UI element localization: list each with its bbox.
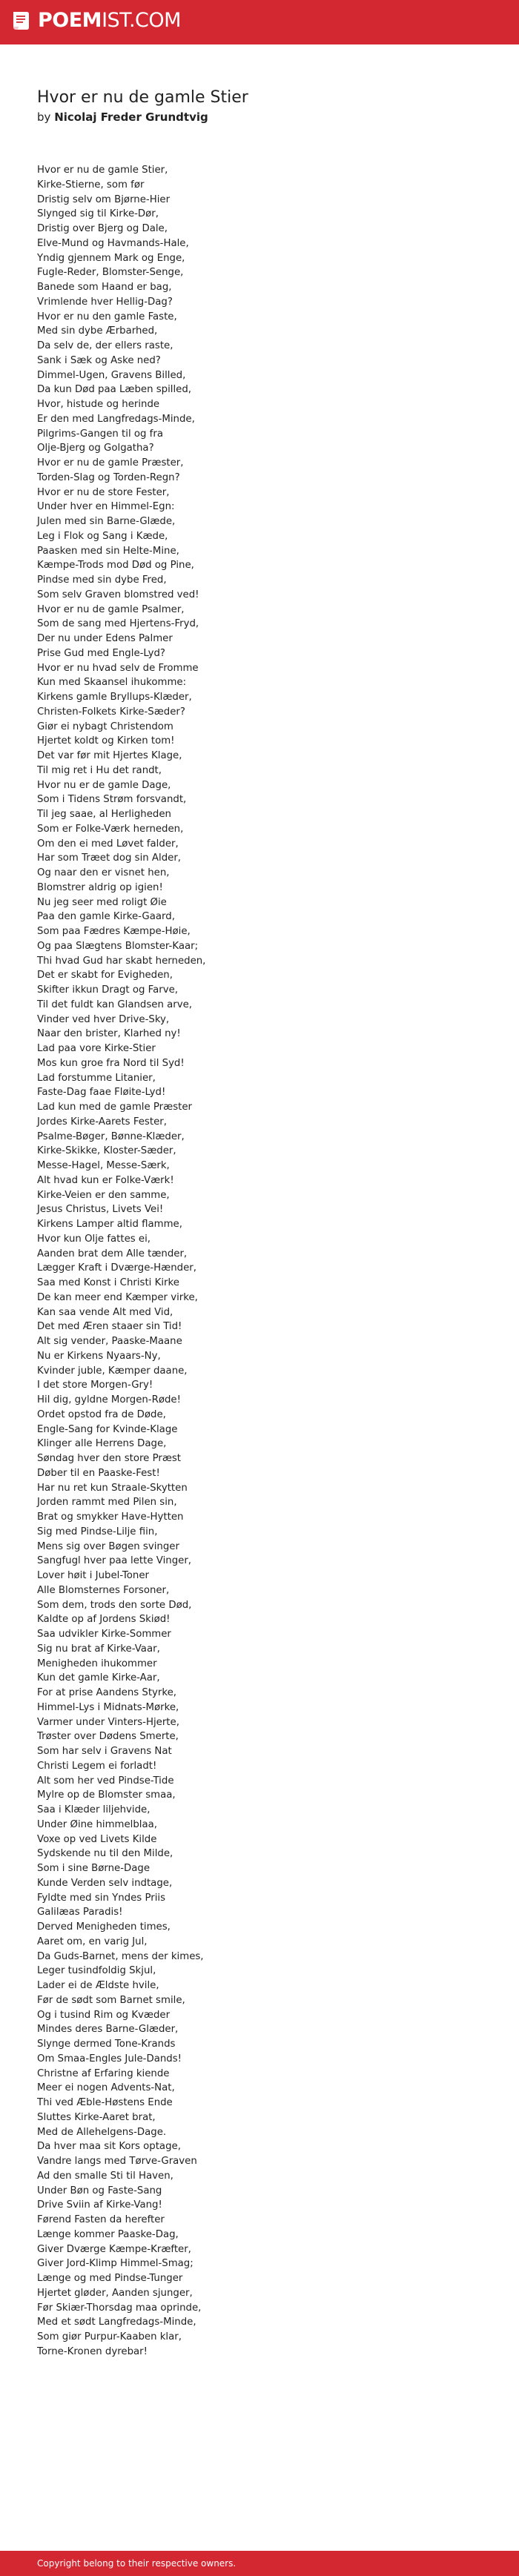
poem-line: Ad den smalle Sti til Haven, bbox=[37, 2170, 173, 2182]
poem-line: Lad forstumme Litanier, bbox=[37, 1072, 156, 1084]
poem-line: Kæmpe-Trods mod Død og Pine, bbox=[37, 560, 194, 572]
logo-bold-text: POEM bbox=[38, 9, 102, 32]
poem-line: Aaret om, en varig Jul, bbox=[37, 1936, 148, 1947]
poem-line: Slynge dermed Tone-Krands bbox=[37, 2039, 176, 2050]
poem-line: Nu jeg seer med roligt Øie bbox=[37, 896, 167, 908]
poem-line: Lad paa vore Kirke-Stier bbox=[37, 1043, 156, 1054]
poem-line: Hjertet gløder, Aanden sjunger, bbox=[37, 2287, 193, 2299]
poem-line: Sig med Pindse-Lilje fiin, bbox=[37, 1526, 158, 1537]
poem-line: Kun med Skaansel ihukomme: bbox=[37, 677, 187, 689]
poem-line: Banede som Haand er bag, bbox=[37, 282, 172, 293]
poem-line: Kirke-Skikke, Kloster-Sæder, bbox=[37, 1145, 176, 1157]
poem-line: Sydskende nu til den Milde, bbox=[37, 1848, 173, 1860]
poem-line: Jorden rammt med Pilen sin, bbox=[37, 1497, 177, 1509]
poem-line: Skifter ikkun Dragt og Farve, bbox=[37, 984, 178, 996]
poem-line: Er den med Langfredags-Minde, bbox=[37, 413, 195, 425]
poem-line: Sig nu brat af Kirke-Vaar, bbox=[37, 1643, 160, 1655]
poem-line: Ordet opstod fra de Døde, bbox=[37, 1408, 166, 1420]
poem-line: Pilgrims-Gangen til og fra bbox=[37, 428, 163, 440]
poem-line: Som giør Purpur-Kaaben klar, bbox=[37, 2331, 182, 2342]
poem-line: Før Skiær-Thorsdag maa oprinde, bbox=[37, 2302, 202, 2314]
poem-line: Slynged sig til Kirke-Dør, bbox=[37, 208, 159, 220]
poem-line: Alt sig vender, Paaske-Maane bbox=[37, 1336, 182, 1347]
poem-line: Giør ei nybagt Christendom bbox=[37, 721, 173, 732]
poem-line: Da Guds-Barnet, mens der kimes, bbox=[37, 1950, 204, 1962]
poem-line: Naar den brister, Klarhed ny! bbox=[37, 1028, 181, 1040]
poem-line: Har som Træet dog sin Alder, bbox=[37, 852, 182, 864]
poem-line: For at prise Aandens Styrke, bbox=[37, 1687, 177, 1698]
poem-line: Hvor er nu de gamle Stier, bbox=[37, 165, 168, 176]
poem-line: Elve-Mund og Havmands-Hale, bbox=[37, 237, 189, 249]
site-logo[interactable] bbox=[9, 9, 181, 33]
poem-line: Kirke-Stierne, som før bbox=[37, 179, 145, 191]
copyright-notice: Copyright belong to their respective owners. bbox=[37, 2558, 237, 2569]
poem-line: Lad kun med de gamle Præster bbox=[37, 1102, 192, 1113]
poem-line: Hjertet koldt og Kirken tom! bbox=[37, 735, 175, 747]
poem-line: Sluttes Kirke-Aaret brat, bbox=[37, 2111, 156, 2123]
poem-title: Hvor er nu de gamle Stier bbox=[37, 88, 248, 107]
poem-line: Aanden brat dem Alle tænder, bbox=[37, 1248, 188, 1259]
poem-line: Hil dig, gyldne Morgen-Røde! bbox=[37, 1394, 181, 1405]
poem-line: Lover høit i Jubel-Toner bbox=[37, 1570, 149, 1581]
poem-line: Torne-Kronen dyrebar! bbox=[37, 2345, 148, 2357]
poem-line: Jordes Kirke-Aarets Fester, bbox=[37, 1116, 167, 1128]
poem-line: Hvor er nu de store Fester, bbox=[37, 486, 170, 498]
poem-line: Vrimlende hver Hellig-Dag? bbox=[37, 296, 173, 308]
poem-line: Som i sine Børne-Dage bbox=[37, 1863, 151, 1874]
by-label: by bbox=[37, 110, 51, 124]
site-footer bbox=[0, 2551, 519, 2576]
poem-line: Brat og smykker Have-Hytten bbox=[37, 1512, 184, 1523]
poem-line: Christi Legem ei forladt! bbox=[37, 1760, 157, 1772]
poem-line: Længe kommer Paaske-Dag, bbox=[37, 2228, 179, 2240]
poem-line: Jesus Christus, Livets Vei! bbox=[37, 1204, 164, 1216]
poem-line: Om den ei med Løvet falder, bbox=[37, 838, 179, 850]
poem-line: Det med Æren staaer sin Tid! bbox=[37, 1321, 182, 1333]
poem-line: Alt som her ved Pindse-Tide bbox=[37, 1775, 174, 1787]
poem-line: Menigheden ihukommer bbox=[37, 1658, 157, 1669]
poem-line: Saa udvikler Kirke-Sommer bbox=[37, 1629, 171, 1640]
poem-line: Hvor er nu de gamle Præster, bbox=[37, 457, 184, 468]
poem-line: Længe og med Pindse-Tunger bbox=[37, 2273, 183, 2284]
poem-line: Med de Allehelgens-Dage. bbox=[37, 2126, 167, 2138]
logo-light-text: IST.COM bbox=[102, 9, 181, 32]
poem-line: Under Øine himmelblaa, bbox=[37, 1818, 158, 1830]
poem-line: Som har selv i Gravens Nat bbox=[37, 1746, 172, 1757]
poem-line: Messe-Hagel, Messe-Særk, bbox=[37, 1160, 170, 1171]
poem-line: Mens sig over Bøgen svinger bbox=[37, 1540, 179, 1552]
poem-line: Om Smaa-Engles Jule-Dands! bbox=[37, 2053, 182, 2065]
poem-line: Fugle-Reder, Blomster-Senge, bbox=[37, 267, 184, 279]
poem-line: Varmer under Vinters-Hjerte, bbox=[37, 1716, 179, 1728]
poem-line: Hvor, histude og herinde bbox=[37, 399, 160, 410]
poem-line: Hvor kun Olje fattes ei, bbox=[37, 1233, 151, 1245]
poem-line: Yndig gjennem Mark og Enge, bbox=[37, 252, 185, 264]
poem-line: Med sin dybe Ærbarhed, bbox=[37, 325, 158, 337]
poem-line: Kirke-Veien er den samme, bbox=[37, 1189, 170, 1201]
poem-line: Paa den gamle Kirke-Gaard, bbox=[37, 911, 175, 923]
poem-line: Hvor er nu den gamle Faste, bbox=[37, 311, 177, 322]
poem-line: Alle Blomsternes Forsoner, bbox=[37, 1584, 170, 1596]
poem-line: Meer ei nogen Advents-Nat, bbox=[37, 2082, 175, 2094]
poem-line: Christne af Erfaring kiende bbox=[37, 2067, 170, 2079]
poem-line: Mos kun groe fra Nord til Syd! bbox=[37, 1057, 185, 1069]
poem-line: Himmel-Lys i Midnats-Mørke, bbox=[37, 1701, 179, 1713]
poem-line: Før de sødt som Barnet smile, bbox=[37, 1994, 185, 2006]
poem-byline bbox=[37, 110, 482, 125]
poem-line: Torden-Slag og Torden-Regn? bbox=[37, 471, 180, 483]
poem-line: Nu er Kirkens Nyaars-Ny, bbox=[37, 1350, 161, 1362]
poem-line: Dristig over Bjerg og Dale, bbox=[37, 223, 168, 234]
poem-line: Under Bøn og Faste-Sang bbox=[37, 2185, 162, 2196]
poem-line: Hvor er nu hvad selv de Fromme bbox=[37, 662, 199, 674]
poem-line: Prise Gud med Engle-Lyd? bbox=[37, 647, 165, 659]
poem-line: Saa med Konst i Christi Kirke bbox=[37, 1277, 179, 1288]
poem-line: Som dem, trods den sorte Død, bbox=[37, 1599, 192, 1611]
poem-body bbox=[37, 163, 482, 2360]
poem-line: Christen-Folkets Kirke-Sæder? bbox=[37, 706, 185, 718]
poem-line: Som selv Graven blomstred ved! bbox=[37, 589, 199, 600]
poem-article bbox=[37, 87, 482, 2360]
poem-line: Faste-Dag faae Fløite-Lyd! bbox=[37, 1087, 166, 1099]
site-header bbox=[0, 0, 519, 44]
poem-line: Derved Menigheden times, bbox=[37, 1921, 171, 1933]
poem-line: Som er Folke-Værk herneden, bbox=[37, 823, 184, 835]
poem-line: Der nu under Edens Palmer bbox=[37, 633, 173, 644]
poem-line: Hvor nu er de gamle Dage, bbox=[37, 779, 171, 791]
poem-line: Drive Sviin af Kirke-Vang! bbox=[37, 2199, 162, 2211]
poem-line: Mindes deres Barne-Glæder, bbox=[37, 2024, 179, 2036]
poem-line: Kvinder juble, Kæmper daane, bbox=[37, 1365, 188, 1377]
poem-line: I det store Morgen-Gry! bbox=[37, 1380, 153, 1391]
poem-line: Julen med sin Barne-Glæde, bbox=[37, 516, 176, 527]
logo-wordmark bbox=[38, 9, 181, 33]
poem-line: Da selv de, der ellers raste, bbox=[37, 340, 173, 351]
poem-line: Det var før mit Hjertes Klage, bbox=[37, 750, 182, 761]
poem-line: Med et sødt Langfredags-Minde, bbox=[37, 2317, 196, 2328]
poem-line: Galilæas Paradis! bbox=[37, 1907, 123, 1918]
poem-line: Alt hvad kun er Folke-Værk! bbox=[37, 1174, 174, 1186]
poem-line: Hvor er nu de gamle Psalmer, bbox=[37, 603, 185, 615]
poem-line: Til jeg saae, al Herligheden bbox=[37, 809, 171, 820]
poem-line: Voxe op ved Livets Kilde bbox=[37, 1833, 157, 1845]
poem-line: Sank i Sæk og Aske ned? bbox=[37, 354, 161, 366]
poem-line: Kirkens Lamper altid flamme, bbox=[37, 1219, 182, 1230]
poem-line: Olje-Bjerg og Golgatha? bbox=[37, 443, 154, 454]
poem-line: Som paa Fædres Kæmpe-Høie, bbox=[37, 926, 191, 937]
poem-line: Førend Fasten da herefter bbox=[37, 2214, 165, 2225]
poem-line: Pindse med sin dybe Fred, bbox=[37, 575, 167, 586]
poem-line: Sangfugl hver paa lette Vinger, bbox=[37, 1555, 192, 1567]
poem-line: Blomstrer aldrig op igien! bbox=[37, 881, 163, 893]
poem-line: Da kun Død paa Læben spilled, bbox=[37, 384, 192, 396]
poem-line: Saa i Klæder liljehvide, bbox=[37, 1804, 151, 1815]
poem-line: Til mig ret i Hu det randt, bbox=[37, 764, 162, 776]
poem-line: Leg i Flok og Sang i Kæde, bbox=[37, 530, 168, 542]
poem-line: Har nu ret kun Straale-Skytten bbox=[37, 1482, 188, 1494]
poem-line: Paasken med sin Helte-Mine, bbox=[37, 545, 179, 557]
poem-line: Kun det gamle Kirke-Aar, bbox=[37, 1672, 160, 1684]
poem-line: Klinger alle Herrens Dage, bbox=[37, 1438, 167, 1450]
scroll-icon bbox=[9, 9, 33, 33]
poem-line: Thi hvad Gud har skabt herneden, bbox=[37, 955, 206, 967]
poem-line: Thi ved Æble-Høstens Ende bbox=[37, 2097, 173, 2108]
poem-line: Det er skabt for Evigheden, bbox=[37, 970, 173, 981]
poem-line: Og paa Slægtens Blomster-Kaar; bbox=[37, 940, 199, 952]
poem-line: Kaldte op af Jordens Skiød! bbox=[37, 1614, 171, 1626]
poem-line: Dristig selv om Bjørne-Hier bbox=[37, 193, 171, 205]
poem-line: Dimmel-Ugen, Gravens Billed, bbox=[37, 369, 186, 381]
poem-line: Som i Tidens Strøm forsvandt, bbox=[37, 794, 187, 806]
poem-line: Psalme-Bøger, Bønne-Klæder, bbox=[37, 1130, 185, 1142]
poem-line: Og naar den er visnet hen, bbox=[37, 867, 170, 878]
poem-line: Kan saa vende Alt med Vid, bbox=[37, 1306, 173, 1318]
poem-line: Engle-Sang for Kvinde-Klage bbox=[37, 1423, 178, 1435]
poem-line: Giver Jord-Klimp Himmel-Smag; bbox=[37, 2258, 194, 2270]
poem-line: Trøster over Dødens Smerte, bbox=[37, 1731, 179, 1743]
poem-line: Vandre langs med Tørve-Graven bbox=[37, 2156, 197, 2167]
poem-line: Kunde Verden selv indtage, bbox=[37, 1877, 173, 1889]
poem-line: Som de sang med Hjertens-Fryd, bbox=[37, 618, 199, 630]
poem-line: Lægger Kraft i Dværge-Hænder, bbox=[37, 1262, 196, 1274]
poem-line: De kan meer end Kæmper virke, bbox=[37, 1291, 198, 1303]
poem-line: Til det fuldt kan Glandsen arve, bbox=[37, 999, 193, 1010]
poem-line: Fyldte med sin Yndes Priis bbox=[37, 1892, 166, 1904]
poem-author[interactable]: Nicolaj Freder Grundtvig bbox=[54, 110, 208, 124]
poem-line: Mylre op de Blomster smaa, bbox=[37, 1789, 176, 1801]
poem-line: Lader ei de Ældste hvile, bbox=[37, 1980, 159, 1991]
poem-line: Leger tusindfoldig Skjul, bbox=[37, 1965, 156, 1977]
poem-line: Giver Dværge Kæmpe-Kræfter, bbox=[37, 2243, 191, 2255]
poem-line: Døber til en Paaske-Fest! bbox=[37, 1467, 160, 1479]
poem-line: Kirkens gamle Bryllups-Klæder, bbox=[37, 692, 192, 703]
poem-line: Vinder ved hver Drive-Sky, bbox=[37, 1013, 170, 1025]
poem-line: Søndag hver den store Præst bbox=[37, 1453, 182, 1464]
poem-line: Under hver en Himmel-Egn: bbox=[37, 501, 175, 513]
poem-line: Da hver maa sit Kors optage, bbox=[37, 2141, 181, 2153]
poem-line: Og i tusind Rim og Kvæder bbox=[37, 2009, 171, 2021]
